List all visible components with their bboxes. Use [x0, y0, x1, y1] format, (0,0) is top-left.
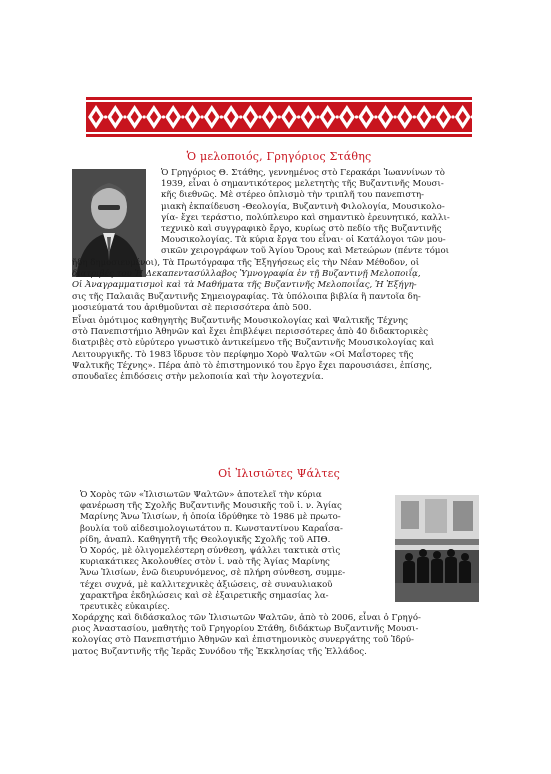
- text-line: διατριβές του Ἡ Δεκαπεντασύλλαβος Ὑμνογραφία ἐν τῇ Βυζαντινῇ Μελοποιΐᾳ,: [72, 269, 421, 280]
- composer-works-text: [72, 258, 480, 314]
- choir-photo: [395, 495, 479, 602]
- text-line: βουλία τοῦ αἰδεσιμολογιωτάτου π. Κωνσταντίνου Καραΐσα-: [80, 523, 343, 534]
- text-line: μιακὴ ἐκπαίδευση -Θεολογία, Βυζαντινὴ Φιλολογία, Μουσικολο-: [161, 201, 445, 212]
- text-line: διατριβὲς στὸ εὐρύτερο γνωστικὸ ἀντικείμενο τῆς Βυζαντινῆς Μουσικολογίας καὶ: [72, 338, 435, 349]
- banner-dot-motif: [258, 115, 261, 118]
- composer-intro-text: [161, 168, 479, 258]
- banner-dot-motif: [162, 115, 165, 118]
- text-line: στὸ Πανεπιστήμιο Ἀθηνῶν καὶ ἔχει ἐπιβλέψει περισσότερες ἀπὸ 40 διδακτορικὲς: [72, 327, 429, 338]
- text-line: Ὁ Χορὸς τῶν «Ἰλισιωτῶν Ψαλτῶν» ἀποτελεῖ τὴν κύρια: [80, 490, 322, 500]
- banner-dot-motif: [451, 115, 454, 118]
- banner-dot-motif: [143, 115, 146, 118]
- text-line: χαρακτῆρα ἐκδηλώσεις καὶ σὲ ἐξαιρετικῆς σημασίας λα-: [80, 590, 329, 601]
- text-line: γία- ἔχει τεράστιο, πολύπλευρο καὶ σημαντικὸ ἐρευνητικό, καλλι-: [161, 212, 450, 223]
- text-line: ματος Βυζαντινῆς τῆς Ἱερᾶς Συνόδου τῆς Ἐκκλησίας τῆς Ἑλλάδος.: [72, 646, 367, 657]
- banner-dot-motif: [123, 115, 126, 118]
- text-line: Μαρίνης Ἄνω Ἰλισίων, ἡ ὁποία ἱδρύθηκε τὸ 1986 μὲ πρωτο-: [80, 512, 341, 523]
- banner-dot-motif: [432, 115, 435, 118]
- text-line: 1939, εἶναι ὁ σημαντικότερος μελετητὴς τῆς Βυζαντινῆς Μουσι-: [161, 179, 444, 190]
- composer-career-text: [72, 316, 480, 383]
- banner-dot-motif: [336, 115, 339, 118]
- text-line: σις τῆς Παλαιᾶς Βυζαντινῆς Σημειογραφίας. Τὰ ὑπόλοιπα βιβλία ἢ παντοῖα δη-: [72, 291, 421, 302]
- banner-dot-motif: [374, 115, 377, 118]
- text-line: σικῶν χειρογράφων τοῦ Ἁγίου Ὄρους καὶ Μετεώρων (πέντε τόμοι: [161, 246, 449, 257]
- ornamental-banner: [86, 96, 472, 138]
- text-line: τρευτικὲς εὐκαιρίες.: [80, 602, 170, 613]
- banner-dot-motif: [316, 115, 319, 118]
- text-line: Χοράρχης καὶ διδάσκαλος τῶν Ἰλισιωτῶν Ψαλτῶν, ἀπὸ τὸ 2006, εἶναι ὁ Γρηγό-: [72, 613, 421, 623]
- text-line: μοσιεύματά του ἀριθμοῦνται σὲ περισσότερα ἀπὸ 500.: [72, 302, 312, 313]
- text-line: Ὁ Χορός, μὲ ὀλιγομελέστερη σύνθεση, ψάλλει τακτικὰ στὶς: [80, 546, 341, 557]
- text-line: τεχνικὸ καὶ συγγραφικὸ ἔργο, κυρίως στὸ πεδίο τῆς Βυζαντινῆς: [161, 224, 442, 235]
- choir-director-text: [72, 613, 480, 658]
- text-line: Ὁ Γρηγόριος Θ. Στάθης, γεννημένος στὸ Γερακάρι Ἰωαννίνων τὸ: [161, 168, 445, 178]
- section-heading-choir: Οἱ Ἰλισιῶτες Ψάλτες: [218, 467, 340, 480]
- text-line: Οἱ Ἀναγραμματισμοὶ καὶ τὰ Μαθήματα τῆς Βυζαντινῆς Μελοποιΐας, Ἡ Ἐξήγη-: [72, 280, 417, 291]
- banner-dot-motif: [278, 115, 281, 118]
- text-line: κῆς διεθνῶς. Μὲ στέρεο ὁπλισμὸ τὴν τριπλῆ του πανεπιστη-: [161, 190, 425, 201]
- text-line: Εἶναι ὁμότιμος καθηγητὴς Βυζαντινῆς Μουσικολογίας καὶ Ψαλτικῆς Τέχνης: [72, 316, 408, 326]
- text-line: φανέρωση τῆς Σχολῆς Βυζαντινῆς Μουσικῆς τοῦ ἱ. ν. Ἁγίας: [80, 501, 342, 512]
- text-line: ἤδη δημοσιευμένοι), Τὰ Πρωτόγραφα τῆς Ἐξηγήσεως εἰς τὴν Νέαν Μέθοδον, οἱ: [72, 258, 420, 268]
- banner-dot-motif: [413, 115, 416, 118]
- banner-dot-motif: [394, 115, 397, 118]
- banner-dot-motif: [220, 115, 223, 118]
- banner-dot-motif: [104, 115, 107, 118]
- text-line: ρίδη, ἀναπλ. Καθηγητῆ τῆς Θεολογικῆς Σχολῆς τοῦ ΑΠΘ.: [80, 534, 331, 545]
- text-line: κολογίας στὸ Πανεπιστήμιο Ἀθηνῶν καὶ ἐπιστημονικὸς συνεργάτης τοῦ Ἱδρύ-: [72, 635, 414, 646]
- text-line: Ἄνω Ἰλισίων, ἐνῶ διευρυνόμενος, σὲ πλήρη σύνθεση, συμμε-: [80, 568, 346, 579]
- banner-dot-motif: [201, 115, 204, 118]
- banner-dot-motif: [239, 115, 242, 118]
- text-line: Λειτουργικῆς. Τὸ 1983 ἵδρυσε τὸν περίφημο Χορὸ Ψαλτῶν «Οἱ Μαΐστορες τῆς: [72, 349, 414, 360]
- text-line: σπουδαῖες ἐπιδόσεις στὴν μελοποιία καὶ τὴν λογοτεχνία.: [72, 372, 324, 383]
- text-line: Ψαλτικῆς Τέχνης». Πέρα ἀπὸ τὸ ἐπιστημονικό του ἔργο ἔχει παρουσιάσει, ἐπίσης,: [72, 360, 433, 371]
- section-heading-composer: Ὁ μελοποιός, Γρηγόριος Στάθης: [186, 150, 372, 163]
- text-line: τέχει συχνά, μὲ καλλιτεχνικὲς ἀξιώσεις, σὲ συναυλιακοῦ: [80, 579, 333, 590]
- banner-dot-motif: [297, 115, 300, 118]
- choir-intro-text: [80, 490, 385, 613]
- text-line: ριος Ἀναστασίου, μαθητὴς τοῦ Γρηγορίου Στάθη, διδάκτωρ Βυζαντινῆς Μουσι-: [72, 624, 419, 635]
- banner-dot-motif: [181, 115, 184, 118]
- banner-dot-motif: [355, 115, 358, 118]
- text-line: κυριακάτικες Ἀκολουθίες στὸν ἱ. ναὸ τῆς Ἁγίας Μαρίνης: [80, 557, 330, 568]
- text-line: Μουσικολογίας. Τὰ κύρια ἔργα του εἶναι· οἱ Κατάλογοι τῶν μου-: [161, 235, 446, 246]
